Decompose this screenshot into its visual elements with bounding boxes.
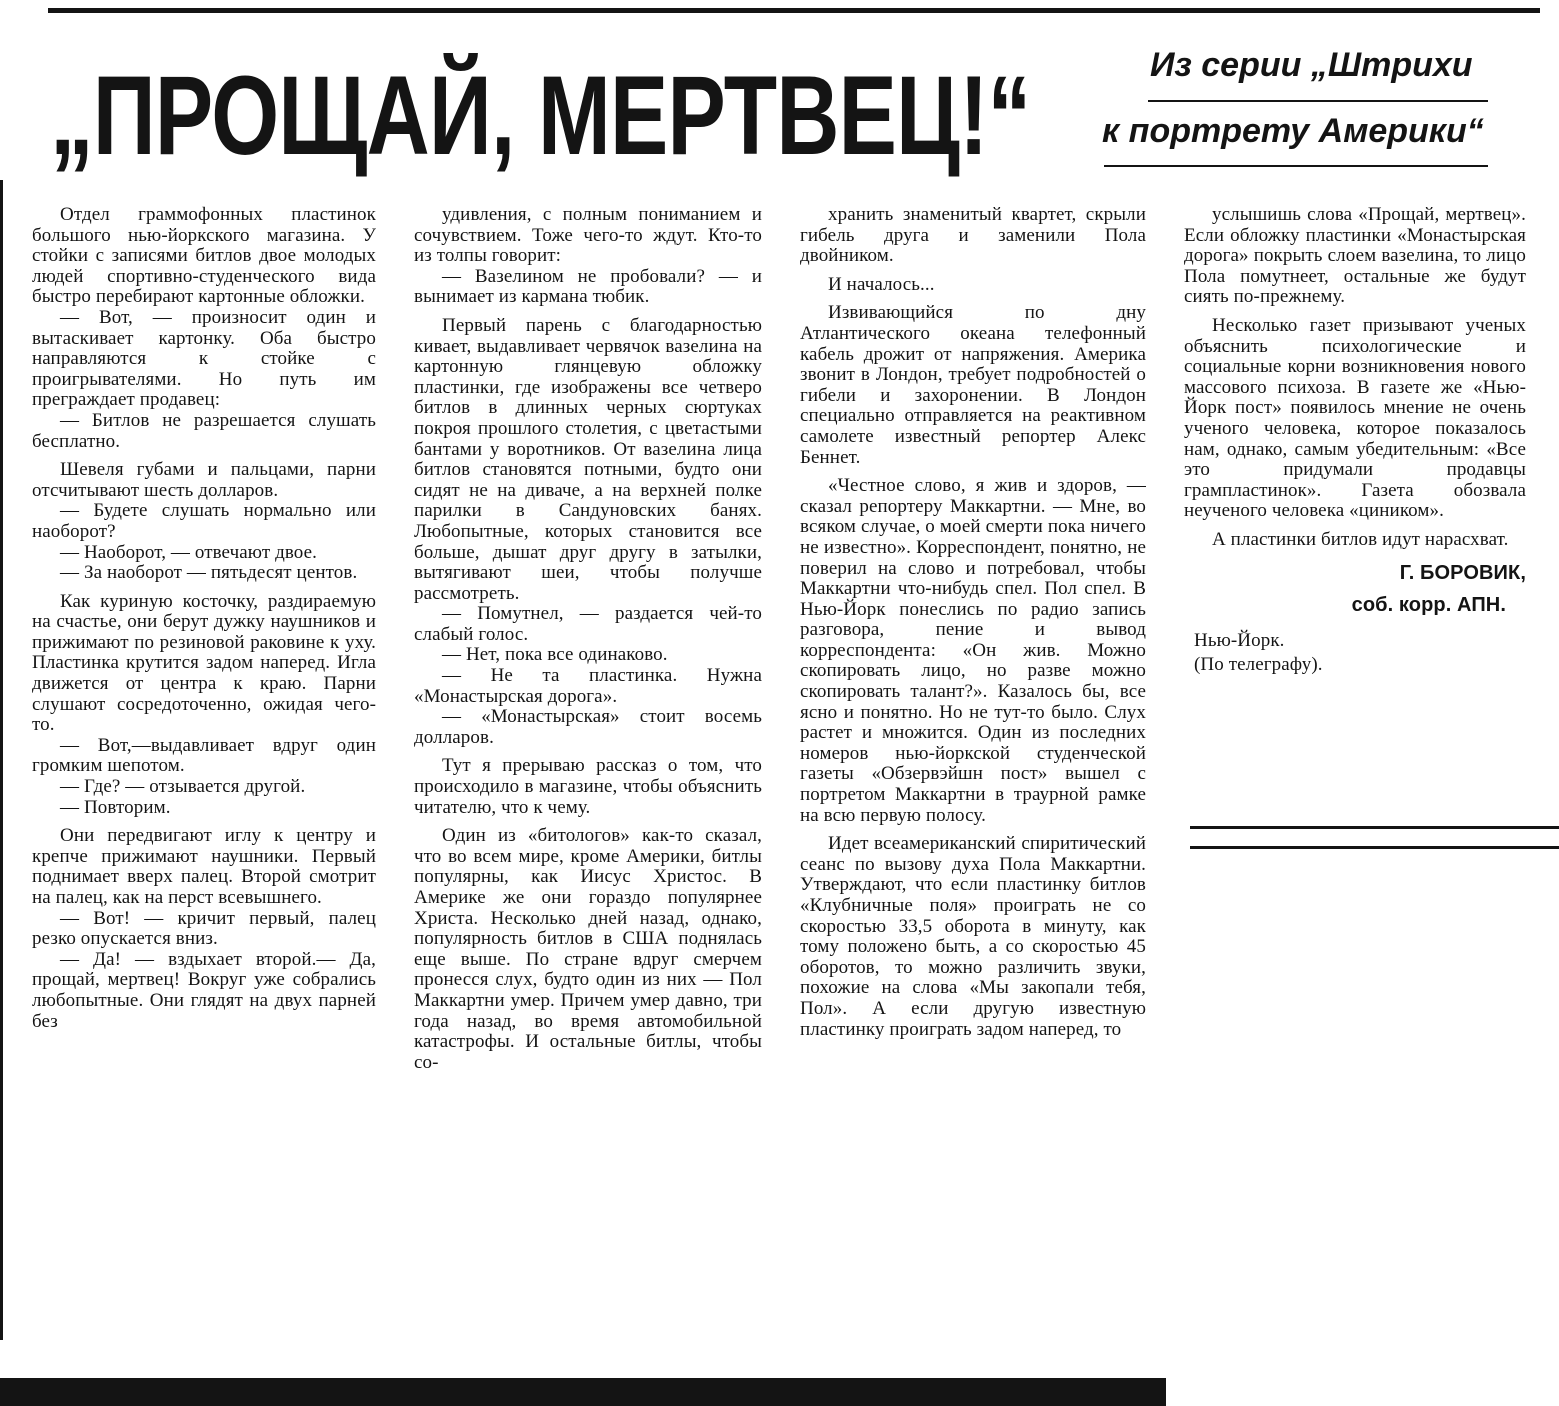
paragraph: — Повторим. [60,796,171,818]
article-column-2 [414,205,762,1073]
paragraph: Извивающийся по дну Атлантического океана телефонный кабель дрожит от напряжения. Америка звонит в Лондон, требует подробностей о гибели и захоронении. В Лондон специально отправляется на реактивном самолете известный репортер Алекс Беннет. [800,302,1146,468]
paragraph: Первый парень с благодарностью кивает, выдавливает червячок вазелина на картонную глянцевую обложку пластинки, где изображены все четверо битлов в длинных черных сюртуках покроя прошлого столетия, с цветастыми бантами у воротников. От вазелина лица битлов становятся потными, будто они сидят не на диваче, а на верхней полке парилки в Сандуновских банях. Любопытные, которых становится все больше, дышат друг другу в затылки, вытягивают шеи, чтобы получше рассмотреть. [414,314,762,604]
dateline [1184,629,1526,677]
paragraph: Шевеля губами и пальцами, парни отсчитывают шесть долларов. [32,459,376,501]
paragraph: — Вот! — кричит первый, палец резко опускается вниз. [32,907,376,950]
paragraph: Один из «битологов» как-то сказал, что во всем мире, кроме Америки, битлы популярны, как Иисус Христос. В Америке же они гораздо популярнее Христа. Несколько дней назад, однако, популярность битлов в США поднялась еще выше. По стране вдруг смерчем пронесся слух, будто один из них — Пол Маккартни умер. Причем умер давно, три года назад, во время автомобильной катастрофы. И остальные битлы, чтобы со- [414,825,762,1073]
paragraph: хранить знаменитый квартет, скрыли гибель друга и заменили Пола двойником. [800,204,1146,267]
paragraph: — Где? — отзывается другой. [60,776,306,798]
paragraph: удивления, с полным пониманием и сочувствием. Тоже чего-то ждут. Кто-то из толпы говорит: [414,204,762,267]
left-edge-rule [0,180,3,1340]
paragraph: — За наоборот — пятьдесят центов. [60,562,358,584]
article-column-3 [800,205,1146,1040]
paragraph: «Честное слово, я жив и здоров, — сказал репортеру Маккартни. — Мне, во всяком случае, о моей смерти пока ничего не известно». Корреспондент, понятно, не поверил на слово и потребовал, чтобы Маккартни что-нибудь спел. Пол спел. В Нью-Йорк понеслись по радио запись разговора, пение и вывод корреспондента: «Он жив. Можно скопировать лицо, но разве можно скопировать талант?». Казалось бы, все ясно и понятно. Но не тут-то было. Слух растет и множится. Один из последних номеров нью-йоркской студенческой газеты «Обзервэйшн пост» вышел с портретом Маккартни в траурной рамке на всю первую полосу. [800,475,1146,826]
paragraph: Как куриную косточку, раздираемую на счастье, они берут дужку наушников и прижимают по резиновой раковине к уху. Пластинка крутится задом наперед. Игла движется от центра к краю. Парни слушают сосредоточенно, ожидая чего-то. [32,590,376,736]
paragraph: Тут я прерываю рассказ о том, что происходило в магазине, чтобы объяснить читателю, что к чему. [414,755,762,818]
paragraph: — Наоборот, — отвечают двое. [60,541,318,563]
dateline-note: (По телеграфу). [1194,653,1323,675]
paragraph: И началось... [828,273,935,295]
paragraph: — Помутнел, — раздается чей-то слабый голос. [414,603,762,645]
paragraph: — Да! — вздыхает второй.— Да, прощай, мертвец! Вокруг уже собрались любопытные. Они глядят на двух парней без [32,948,376,1032]
paragraph: — Не та пластинка. Нужна «Монастырская дорога». [414,665,762,707]
end-rule-2 [1190,846,1559,849]
series-label-line1: Из серии „Штрихи [1150,46,1473,84]
paragraph: — Вот, — произносит один и вытаскивает картонку. Оба быстро направляются к стойке с проигрывателями. Но путь им преграждает продавец: [32,306,376,411]
article-column-4 [1184,205,1526,677]
paragraph: Идет всеамериканский спиритический сеанс по вызову духа Пола Маккартни. Утверждают, что если пластинку битлов «Клубничные поля» проиграть не со скоростью 33,5 оборота в минуту, как тому положено быть, а со скоростью 45 оборотов, то можно различить звуки, похожие на слова «Мы закопали тебя, Пол». А если другую известную пластинку проиграть задом наперед, то [800,833,1146,1040]
paragraph: — Вазелином не пробовали? — и вынимает из кармана тюбик. [414,265,762,308]
paragraph: — Битлов не разрешается слушать бесплатно. [32,409,376,452]
author-title: соб. корр. АПН. [1351,593,1506,616]
author-name: Г. БОРОВИК, [1399,561,1526,584]
series-rule-middle [1148,100,1488,102]
paragraph: А пластинки битлов идут нарасхват. [1212,528,1509,550]
article-column-1 [32,205,376,1032]
bottom-rule [0,1378,1166,1406]
paragraph: Они передвигают иглу к центру и крепче прижимают наушники. Первый поднимает вверх палец. Второй смотрит на палец, как на перст всевышнего. [32,825,376,908]
paragraph: Отдел граммофонных пластинок большого нью-йоркского магазина. У стойки с записями битлов двое молодых людей спортивно-студенческого вида быстро перебирают картонные обложки. [32,204,376,308]
end-rule-1 [1190,826,1559,829]
headline: „ПРОЩАЙ, МЕРТВЕЦ!“ [50,53,1031,178]
top-rule [48,8,1540,13]
paragraph: Несколько газет призывают ученых объяснить психологические и социальные корни возникновения нового массового психоза. В газете же «Нью-Йорк пост» появилось мнение не очень ученого человека, которое показалось нам, однако, самым убедительным: «Все это придумали продавцы грампластинок». Газета обозвала неученого человека «циником». [1184,314,1526,522]
series-label-line2: к портрету Америки“ [1102,112,1484,150]
paragraph: — Вот,—выдавливает вдруг один громким шепотом. [32,734,376,777]
paragraph: — Нет, пока все одинаково. [442,644,668,666]
paragraph: — Будете слушать нормально или наоборот? [32,500,376,542]
article-column-4-body [1184,205,1526,551]
series-rule-bottom [1104,165,1488,167]
paragraph: — «Монастырская» стоит восемь долларов. [414,706,762,748]
paragraph: услышишь слова «Прощай, мертвец». Если обложку пластинки «Монастырская дорога» покрыть слоем вазелина, то лицо Пола помутнеет, остальные же будут сиять по-прежнему. [1184,204,1526,308]
dateline-city: Нью-Йорк. [1194,629,1285,651]
